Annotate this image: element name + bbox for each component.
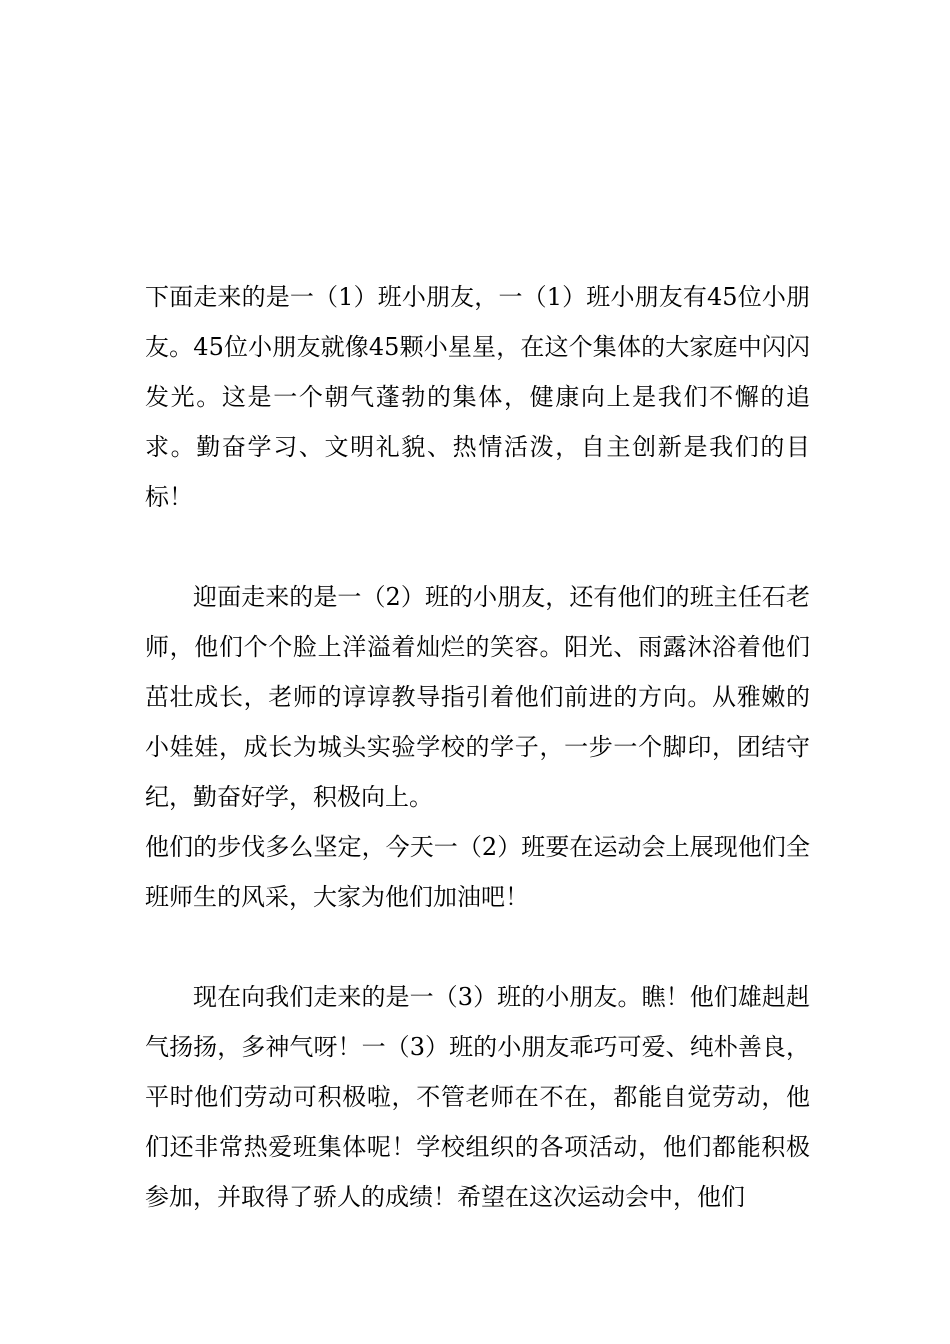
class-1-paragraph: 下面走来的是一（1）班小朋友，一（1）班小朋友有45位小朋友。45位小朋友就像45颗小星星，在这个集体的大家庭中闪闪发光。这是一个朝气蓬勃的集体，健康向上是我们不懈的追求。勤奋学习、文明礼貌、热情活泼，自主创新是我们的目标！ xyxy=(145,283,810,511)
class-1-paragraph-block xyxy=(145,272,810,522)
class-3-paragraph-block xyxy=(145,972,810,1222)
class-2-continuation-paragraph: 他们的步伐多么坚定，今天一（2）班要在运动会上展现他们全班师生的风采，大家为他们加油吧！ xyxy=(145,833,810,911)
class-2-paragraph: 迎面走来的是一（2）班的小朋友，还有他们的班主任石老师，他们个个脸上洋溢着灿烂的笑容。阳光、雨露沐浴着他们茁壮成长，老师的谆谆教导指引着他们前进的方向。从雅嫩的小娃娃，成长为城头实验学校的学子，一步一个脚印，团结守纪，勤奋好学，积极向上。 xyxy=(145,583,810,811)
class-3-paragraph: 现在向我们走来的是一（3）班的小朋友。瞧！他们雄赳赳气扬扬，多神气呀！一（3）班的小朋友乖巧可爱、纯朴善良，平时他们劳动可积极啦，不管老师在不在，都能自觉劳动，他们还非常热爱班集体呢！学校组织的各项活动，他们都能积极参加，并取得了骄人的成绩！希望在这次运动会中，他们 xyxy=(145,983,810,1211)
class-2-paragraph-block xyxy=(145,572,810,922)
